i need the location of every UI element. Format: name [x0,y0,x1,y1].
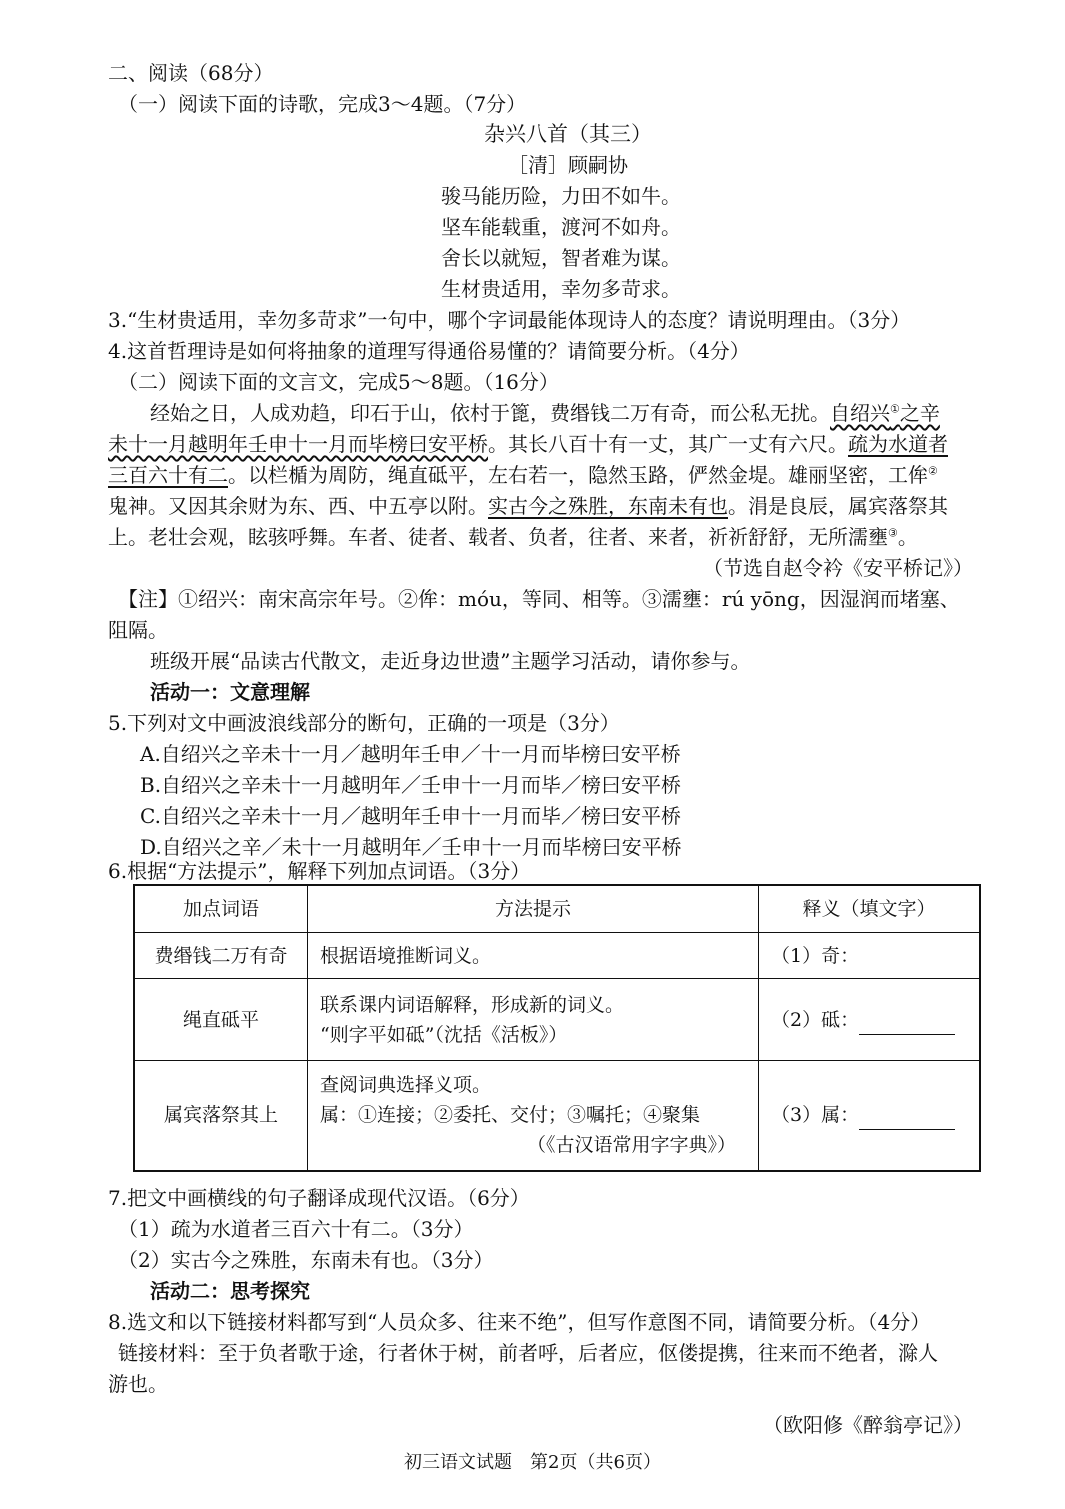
section-title: 二、阅读（68分） [108,61,274,85]
poem-line: 坚车能载重，渡河不如舟。 [441,215,681,239]
table-hint: 联系课内词语解释，形成新的词义。 “则字平如砥”（沈括《活板》） [308,979,759,1061]
table-answer: （2）砥： [759,979,981,1061]
page-footer: 初三语文试题 第2页（共6页） [404,1452,661,1473]
table-hint: 根据语境推断词义。 [308,933,759,979]
method-table [133,884,981,1172]
underlined-text: 疏为水道者 [848,432,948,456]
passage-line [108,429,948,460]
question-7: 7.把文中画横线的句子翻译成现代汉语。（6分） [108,1186,530,1210]
table-header: 释义（填文字） [759,885,981,933]
part1-intro: （一）阅读下面的诗歌，完成3～4题。（7分） [118,92,527,116]
poem-title: 杂兴八首（其三） [484,122,652,146]
passage-line [108,460,938,491]
question-7-item: （1）疏为水道者三百六十有二。（3分） [118,1217,474,1241]
passage-text: 。涓是良辰，属宾落祭其 [728,494,948,518]
wavy-underlined-text: 未十一月越明年壬申十一月而毕榜曰安平桥 [108,432,488,456]
question-6: 6.根据“方法提示”，解释下列加点词语。（3分） [108,859,531,883]
link-material-continued: 游也。 [108,1372,168,1396]
passage-text: 上。老壮会观，眩骇呼舞。车者、徒者、载者、负者，往者、来者，祈祈舒舒，无所濡壅 [108,525,888,549]
poem-line: 生材贵适用，幸勿多苛求。 [441,277,681,301]
table-header-row [134,885,980,933]
option-d: D.自绍兴之辛／未十一月越明年／壬申十一月而毕榜曰安平桥 [140,835,682,859]
option-b: B.自绍兴之辛未十一月越明年／壬申十一月而毕／榜曰安平桥 [140,773,682,797]
poem-line: 舍长以就短，智者难为谋。 [441,246,681,270]
passage-source: （节选自赵令衿《安平桥记》） [703,556,973,580]
option-c: C.自绍兴之辛未十一月／越明年壬申十一月而毕／榜曰安平桥 [140,804,681,828]
answer-blank[interactable] [859,1014,955,1035]
note-marker: ③ [888,526,898,540]
activity-1-heading: 活动一：文意理解 [150,680,310,704]
table-row [134,933,980,979]
activity-2-heading: 活动二：思考探究 [150,1279,310,1303]
question-7-item: （2）实古今之殊胜，东南未有也。（3分） [118,1248,494,1272]
part2-intro: （二）阅读下面的文言文，完成5～8题。（16分） [118,370,559,394]
table-header: 方法提示 [308,885,759,933]
question-8: 8.选文和以下链接材料都写到“人员众多、往来不绝”，但写作意图不同，请简要分析。（4分） [108,1310,931,1334]
passage-line [108,491,948,522]
notes-continued: 阻隔。 [108,618,168,642]
question-5: 5.下列对文中画波浪线部分的断句，正确的一项是（3分） [108,711,620,735]
wavy-underlined-text: 自绍兴①之辛 [830,401,940,425]
passage-text: 。其长八百十有一丈，其广一丈有六尺。 [488,432,848,456]
link-material: 链接材料：至于负者歌于途，行者休于树，前者呼，后者应，伛偻提携，往来而不绝者，滁人 [118,1341,938,1365]
activity-intro: 班级开展“品读古代散文，走近身边世遗”主题学习活动，请你参与。 [150,649,751,673]
table-answer: （1）奇： [759,933,981,979]
table-word: 绳直砥平 [134,979,308,1061]
question-4: 4.这首哲理诗是如何将抽象的道理写得通俗易懂的？请简要分析。（4分） [108,339,750,363]
table-hint: 查阅词典选择义项。 属：①连接；②委托、交付；③嘱托；④聚集 （《古汉语常用字字典》） [308,1061,759,1171]
table-word: 费缗钱二万有奇 [134,933,308,979]
note-marker: ① [890,402,900,416]
notes: 【注】①绍兴：南宋高宗年号。②侔：móu，等同、相等。③濡壅：rú yōng，因湿润而堵塞、 [118,587,960,611]
table-header: 加点词语 [134,885,308,933]
question-3: 3.“生材贵适用，幸勿多苛求”一句中，哪个字词最能体现诗人的态度？请说明理由。（3分） [108,308,911,332]
link-source: （欧阳修《醉翁亭记》） [763,1413,973,1437]
passage-text: 。以栏楯为周防，绳直砥平，左右若一，隐然玉路，俨然金堤。雄丽坚密，工侔 [228,463,928,487]
table-word: 属宾落祭其上 [134,1061,308,1171]
answer-blank[interactable] [859,1109,955,1130]
table-row [134,1061,980,1171]
table-row [134,979,980,1061]
poem-line: 骏马能历险，力田不如牛。 [441,184,681,208]
passage-text: 鬼神。又因其余财为东、西、中五亭以附。 [108,494,488,518]
poem-author: ［清］顾嗣协 [508,153,628,177]
passage-line [150,398,940,429]
table-answer: （3）属： [759,1061,981,1171]
passage-line: 上。老壮会观，眩骇呼舞。车者、徒者、载者、负者，往者、来者，祈祈舒舒，无所濡壅③。 [108,525,918,549]
note-marker: ② [928,464,938,478]
underlined-text: 三百六十有二 [108,463,228,487]
passage-text: 经始之日，人成劝趋，印石于山，依村于篦，费缗钱二万有奇，而公私无扰。 [150,401,830,425]
underlined-text: 实古今之殊胜，东南未有也 [488,494,728,518]
option-a: A.自绍兴之辛未十一月／越明年壬申／十一月而毕榜曰安平桥 [140,742,681,766]
